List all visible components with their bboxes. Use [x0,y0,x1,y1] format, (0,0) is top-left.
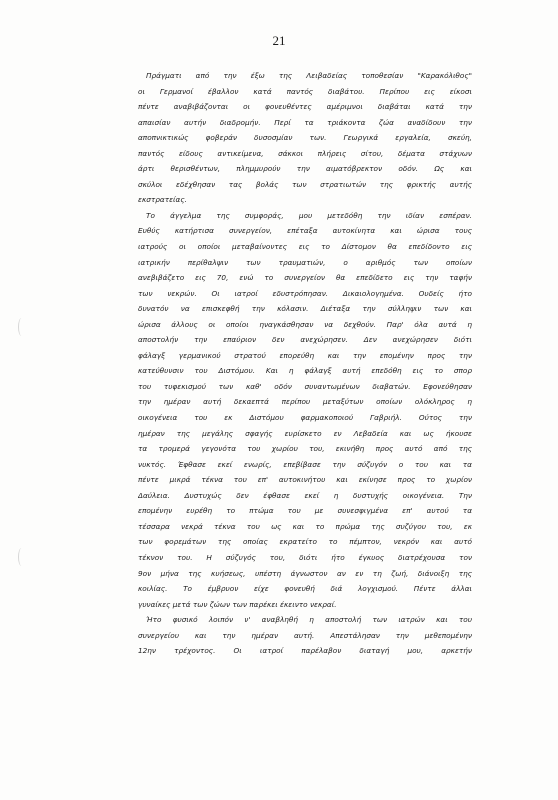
text-line: τα τρομερά γεγονότα του χωρίου του, εκινήθη προς αυτό από της [138,444,472,454]
text-line: οικογένεια του εκ Διστόμου φαρμακοποιού Γαβριήλ. Ούτος την [138,413,472,423]
text-line: 12ην τρέχοντος. Οι ιατροί παρέλαβον διαταγή μου, αρκετήν [138,646,472,656]
text-line: αποστολήν την επαύριον δεν ανεχώρησεν. Δεν ανεχώρησεν διότι [138,335,472,345]
text-line: φάλαγξ γερμανικού στρατού επορεύθη και την επομένην προς την [138,350,472,360]
body-text [138,68,472,659]
text-line: τέκνον του. Η σύζυγός του, διότι ήτο έγκυος διατρέχουσα τον [138,552,472,562]
text-line: αποπνικτικώς φοβεράν δυσοσμίαν των. Γεωργικά εργαλεία, σκεύη, [138,133,472,143]
text-line: ανεβιβάζετο εις 70, ενώ το συνεργείον θα επεδίδετο εις την ταφήν [138,273,472,283]
text-line: απαισίαν αυτήν διαδρομήν. Περί τα τριάκοντα ζώα αναδίδουν την [138,117,472,127]
scan-margin-mark [18,548,25,566]
text-line: Το άγγελμα της συμφοράς, μου μετεδόθη την ιδίαν εσπέραν. [146,210,472,220]
text-line: τέσσαρα νεκρά τέκνα του ως και το πρώμα της συζύγου του, εκ [138,521,472,531]
text-line: 9ον μήνα της κυήσεως, υπέστη άγνωστον αν εν τη ζωή, διάνοιξη της [138,568,472,578]
text-line: Ήτο φυσικό λοιπόν ν' αναβληθή η αποστολή των ιατρών και του [146,615,472,625]
text-line: την ημέραν αυτή δεκαεπτά περίπου μεταξύτων οποίων ολόκληρος η [138,397,472,407]
text-line: Δαύλεια. Δυστυχώς δεν έφθασε εκεί η δυστυχής οικογένεια. Την [138,490,472,500]
text-line: δυνατόν να επισκεφθή την κόλασιν. Διέταξα την σύλληψιν των και [138,304,472,314]
text-line: οι Γερμανοί έβαλλον κατά παντός διαβάτου. Περίπου εις είκοσι [138,86,472,96]
text-line: κοιλίας. Το έμβρυον είχε φονευθή διά λογχισμού. Πέντε άλλαι [138,584,472,594]
text-line: Ευθύς κατήρτισα συνεργείον, επέταξα αυτοκίνητα και ώρισα τους [138,226,472,236]
text-line: παντός είδους αντικείμενα, σάκκοι πλήρεις σίτου, δέματα στάχυων [138,148,472,158]
text-line: ιατρούς οι οποίοι μεταβαίνοντες εις το Δίστομον θα επεδίδοντο εις [138,242,472,252]
text-line: ιατρικήν περίθαλψιν των τραυματιών, ο αριθμός των οποίων [138,257,472,267]
text-line: κατεύθυνσιν του Διστόμου. Και η φάλαγξ αυτή επεδόθη εις το σπορ [138,366,472,376]
text-line: νυκτός. Έφθασε εκεί ενωρίς, επεβίβασε την σύζυγόν ο του και τα [138,459,472,469]
text-line: σκύλοι εδέχθησαν τας βολάς των στρατιωτών της φρικτής αυτής [138,179,472,189]
text-line: των νεκρών. Οι ιατροί εδυστρόπησαν. Δικαιολογημένα. Ουδείς ήτο [138,288,472,298]
text-line: άρτι θερισθέντων, πλημμυρούν την αιματόβρεκτον οδόν. Ως και [138,164,472,174]
text-line: επομένην ευρέθη το πτώμα του με συνεσφιγμένα επ' αυτού τα [138,506,472,516]
text-line: του τυφεκισμού των καθ' οδόν συναντωμένων διαβατών. Εφονεύθησαν [138,381,472,391]
text-line: των φορεμάτων της οποίας εκρατείτο το πέμπτον, νεκρόν και αυτό [138,537,472,547]
text-line: πέντε μικρά τέκνα του επ' αυτοκινήτου και εκίνησε προς το χωρίον [138,475,472,485]
text-line: εκστρατείας. [138,195,187,205]
text-line: πέντε αναβιβάζονται οι φονευθέντες αμέριμνοι διαβάται κατά την [138,102,472,112]
text-line: ημέραν της μεγάλης σφαγής ευρίσκετο εν Λεβαδεία και ως ήκουσε [138,428,472,438]
text-line: γυναίκες μετά των ζώων των παρέκει έκειντο νεκραί. [138,599,337,609]
text-line: ώρισα άλλους οι οποίοι ηναγκάσθησαν να δεχθούν. Παρ' όλα αυτά η [138,319,472,329]
text-line: Πράγματι από την έξω της Λειβαδείας τοποθεσίαν "Καρακόλιθος" [146,71,472,80]
text-line: συνεργείου και την ημέραν αυτή. Απεστάλησαν την μεθεπομένην [138,630,472,640]
scan-margin-mark [18,318,25,336]
page-number: 21 [272,33,286,48]
